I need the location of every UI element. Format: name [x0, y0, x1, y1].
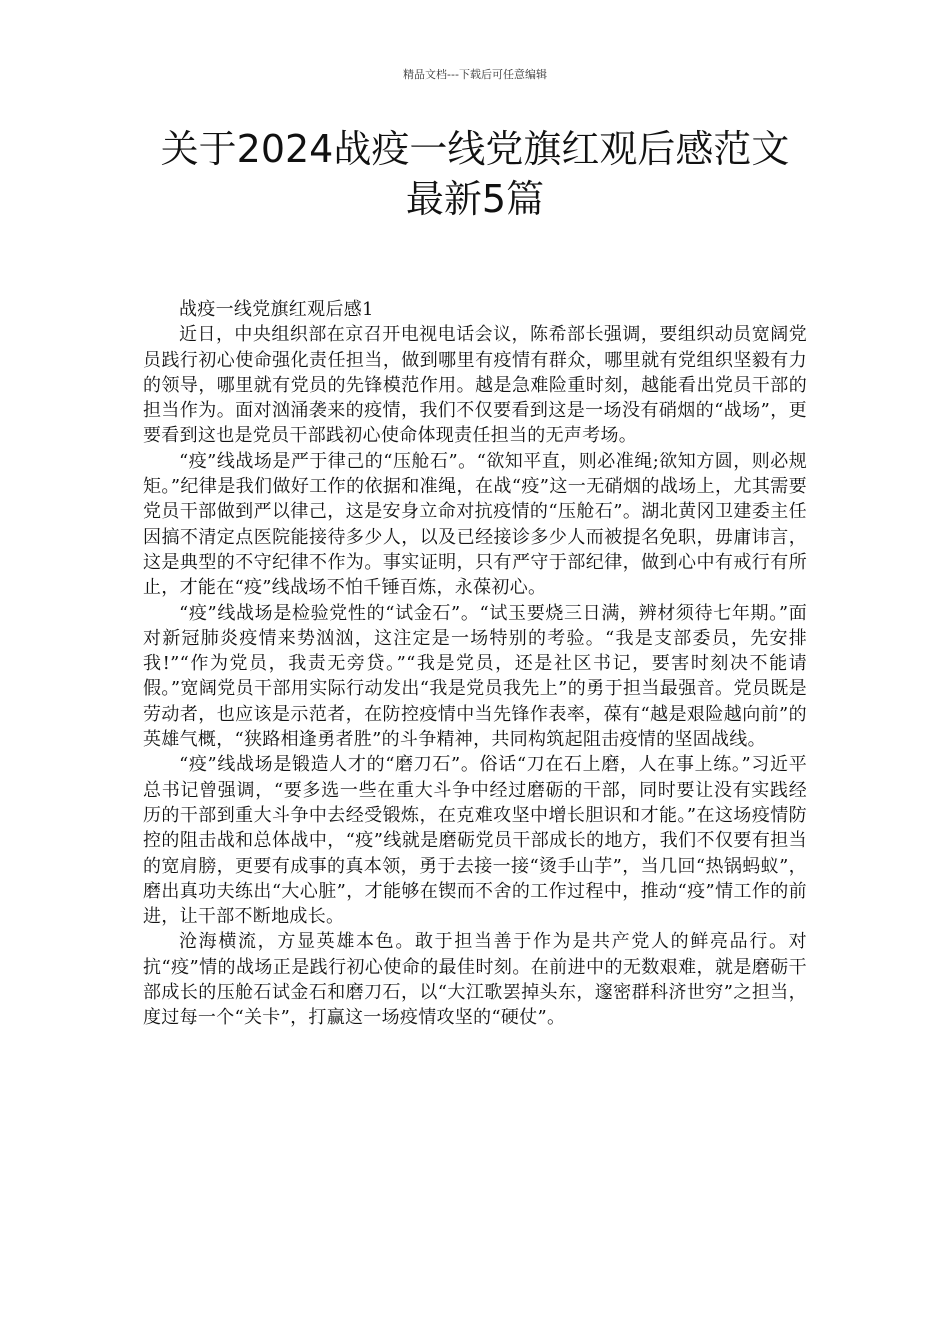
paragraph: 沧海横流，方显英雄本色。敢于担当善于作为是共产党人的鲜亮品行。对抗“疫”情的战场正是践行初心使命的最佳时刻。在前进中的无数艰难，就是磨砺干部成长的压舱石试金石和磨刀石，以“大江歌罢掉头东，邃密群科济世穷”之担当，度过每一个“关卡”，打赢这一场疫情攻坚的“硬仗”。 [143, 931, 807, 1029]
section-heading: 战疫一线党旗红观后感1 [179, 299, 374, 320]
title-line-2: 最新5篇 [405, 177, 545, 221]
paragraph: “疫”线战场是锻造人才的“磨刀石”。俗话“刀在石上磨，人在事上练。”习近平总书记曾强调，“要多选一些在重大斗争中经过磨砺的干部，同时要让没有实践经历的干部到重大斗争中去经受锻炼，在克难攻坚中增长胆识和才能。”在这场疫情防控的阻击战和总体战中，“疫”线就是磨砺党员干部成长的地方，我们不仅要有担当的宽肩膀，更要有成事的真本领，勇于去接一接“烫手山芋”，当几回“热锅蚂蚁”，磨出真功夫练出“大心脏”，才能够在锲而不舍的工作过程中，推动“疫”情工作的前进，让干部不断地成长。 [143, 754, 807, 928]
document-body [143, 297, 807, 1031]
header-note: 精品文档---下载后可任意编辑 [403, 68, 547, 81]
paragraph: “疫”线战场是检验党性的“试金石”。“试玉要烧三日满，辨材须待七年期。”面对新冠肺炎疫情来势汹汹，这注定是一场特别的考验。“我是支部委员，先安排我!”“作为党员，我责无旁贷。”“我是党员，还是社区书记，要害时刻决不能请假。”宽阔党员干部用实际行动发出“我是党员我先上”的勇于担当最强音。党员既是劳动者，也应该是示范者，在防控疫情中当先锋作表率，葆有“越是艰险越向前”的英雄气概，“狭路相逢勇者胜”的斗争精神，共同构筑起阻击疫情的坚固战线。 [143, 602, 807, 751]
paragraph: “疫”线战场是严于律己的“压舱石”。“欲知平直，则必准绳;欲知方圆，则必规矩。”纪律是我们做好工作的依据和准绳，在战“疫”这一无硝烟的战场上，尤其需要党员干部做到严以律己，这是安身立命对抗疫情的“压舱石”。湖北黄冈卫建委主任因搞不清定点医院能接待多少人，以及已经接诊多少人而被提名免职，毋庸讳言，这是典型的不守纪律不作为。事实证明，只有严守于部纪律，做到心中有戒行有所止，才能在“疫”线战场不怕千锤百炼，永葆初心。 [143, 450, 807, 599]
paragraph: 近日，中央组织部在京召开电视电话会议，陈希部长强调，要组织动员宽阔党员践行初心使命强化责任担当，做到哪里有疫情有群众，哪里就有党组织坚毅有力的领导，哪里就有党员的先锋模范作用。越是急难险重时刻，越能看出党员干部的担当作为。面对汹涌袭来的疫情，我们不仅要看到这是一场没有硝烟的“战场”，更要看到这也是党员干部践初心使命体现责任担当的无声考场。 [143, 324, 807, 447]
document-title [120, 124, 830, 224]
title-line-1: 关于2024战疫一线党旗红观后感范文 [160, 127, 790, 171]
